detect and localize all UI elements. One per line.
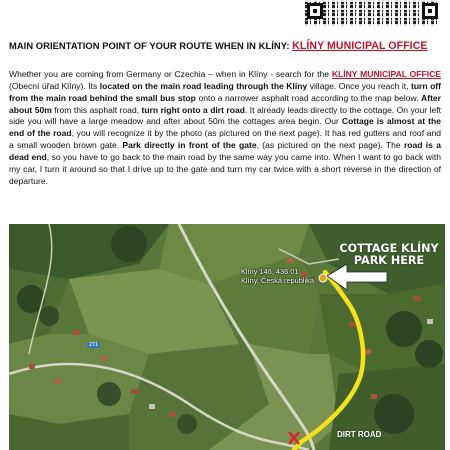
cottage-callout xyxy=(339,243,439,267)
heading-prefix: MAIN ORIENTATION POINT OF YOUR ROUTE WHEN IN KLÍNY: xyxy=(9,40,293,51)
cottage-label-line1: COTTAGE KLÍNY xyxy=(339,242,439,255)
bold-run: turn off from the main road behind the small bus stop xyxy=(9,80,442,103)
municipal-office-highlight: KLÍNY MUNICIPAL OFFICE xyxy=(331,69,441,79)
pin-locality: Klíny, Česká republika xyxy=(241,276,314,285)
bold-run: Park directly in front of the gate xyxy=(122,140,257,151)
pin-address: Klíny 146, 436 01 xyxy=(241,267,299,276)
bold-run: turn right onto a dirt road xyxy=(141,104,245,115)
bold-run: located on the main road leading through the Klíny xyxy=(99,80,308,91)
bold-run: road is a dead end xyxy=(9,140,441,162)
text-run: Whether you are coming from Germany or Czechia – when in Klíny - search for the xyxy=(9,69,332,79)
text-run: , (as pictured on the next page). The xyxy=(256,140,404,151)
heading-highlight: KLÍNY MUNICIPAL OFFICE xyxy=(292,40,428,52)
text-run: onto a narrower asphalt road according to the map below. xyxy=(195,92,422,103)
bold-run: After about 50m xyxy=(9,92,441,115)
cottage-label-line2: PARK HERE xyxy=(353,254,425,267)
map-pin-label xyxy=(241,267,314,285)
satellite-map xyxy=(9,224,445,450)
text-run: (Obecní úřad Klíny). Its xyxy=(9,80,100,91)
text-run: from this asphalt road, xyxy=(51,104,142,115)
text-run: , you will recognize it by the photo (as pictured on the next page). It has red gutters and roof and a small wooden brown gate. xyxy=(9,128,441,151)
text-run: . It already leads directly to the cottage. On your left side you will have a large meadow and after about 50m the cottages area begin. Our xyxy=(9,104,441,127)
text-run: , so you have to go back to the main road by the same way you came into. When I want to go back with my car, I turn it around so that I drive up to the gate and turn my car twice with a short reverse in the direction of departure. xyxy=(9,151,441,186)
bold-run: Cottage is almost at the end of the road xyxy=(9,116,441,139)
road-number-badge: 271 xyxy=(89,342,99,348)
text-run: village. Once you reach it, xyxy=(307,80,411,91)
dirt-road-label: DIRT ROAD xyxy=(337,430,382,439)
section-heading xyxy=(9,40,441,52)
directions-paragraph xyxy=(9,69,441,187)
